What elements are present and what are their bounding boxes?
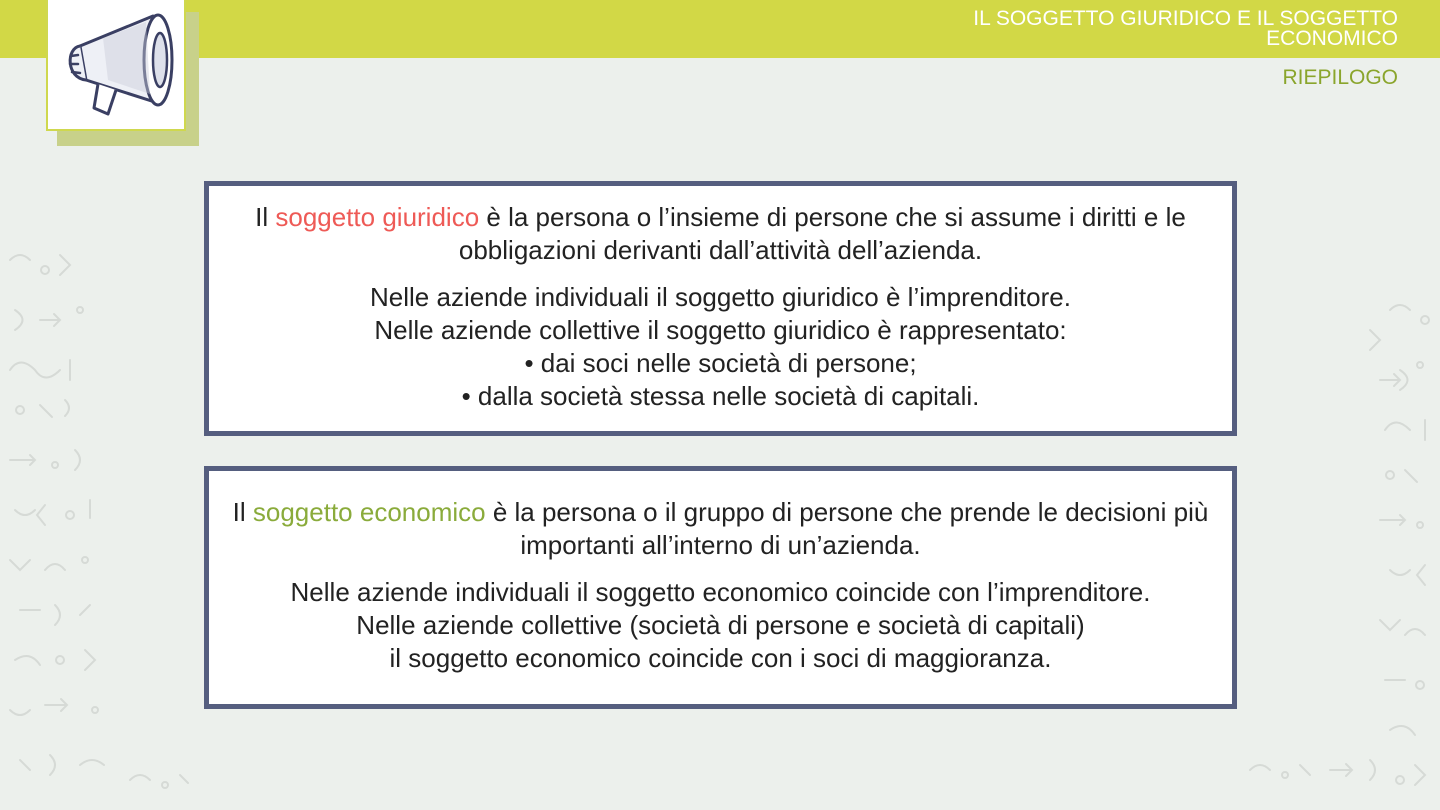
- detail-line: il soggetto economico coincide con i soci di maggioranza.: [389, 643, 1052, 673]
- definition-prefix: Il: [232, 497, 253, 527]
- box-soggetto-giuridico: [204, 181, 1237, 436]
- detail-line: Nelle aziende collettive il soggetto giuridico è rappresentato:: [374, 315, 1067, 345]
- detail-line: Nelle aziende collettive (società di persone e società di capitali): [356, 610, 1085, 640]
- background-doodle-left: [0, 240, 200, 810]
- bullet-item: • dalla società stessa nelle società di capitali.: [461, 381, 980, 411]
- definition-giuridico: [209, 201, 1232, 267]
- detail-line: Nelle aziende individuali il soggetto economico coincide con l’imprenditore.: [290, 577, 1151, 607]
- term-soggetto-giuridico: soggetto giuridico: [275, 202, 480, 232]
- details-giuridico: [209, 281, 1232, 413]
- megaphone-icon: [58, 8, 178, 123]
- page-subtitle: RIEPILOGO: [1282, 66, 1398, 89]
- box-soggetto-economico: [204, 466, 1237, 709]
- definition-economico: [209, 496, 1232, 562]
- page-title: IL SOGGETTO GIURIDICO E IL SOGGETTO ECONOMICO: [973, 7, 1398, 50]
- definition-prefix: Il: [255, 202, 276, 232]
- background-doodle-right: [1240, 290, 1440, 810]
- definition-text: è la persona o l’insieme di persone che si assume i diritti e le obbligazioni derivanti dall’attività dell’azienda.: [458, 202, 1186, 265]
- definition-text: è la persona o il gruppo di persone che prende le decisioni più importanti all’interno di un’azienda.: [485, 497, 1209, 560]
- term-soggetto-economico: soggetto economico: [252, 497, 486, 527]
- icon-card: [46, 0, 186, 131]
- details-economico: [209, 576, 1232, 675]
- bullet-item: • dai soci nelle società di persone;: [524, 348, 917, 378]
- detail-line: Nelle aziende individuali il soggetto giuridico è l’imprenditore.: [370, 282, 1071, 312]
